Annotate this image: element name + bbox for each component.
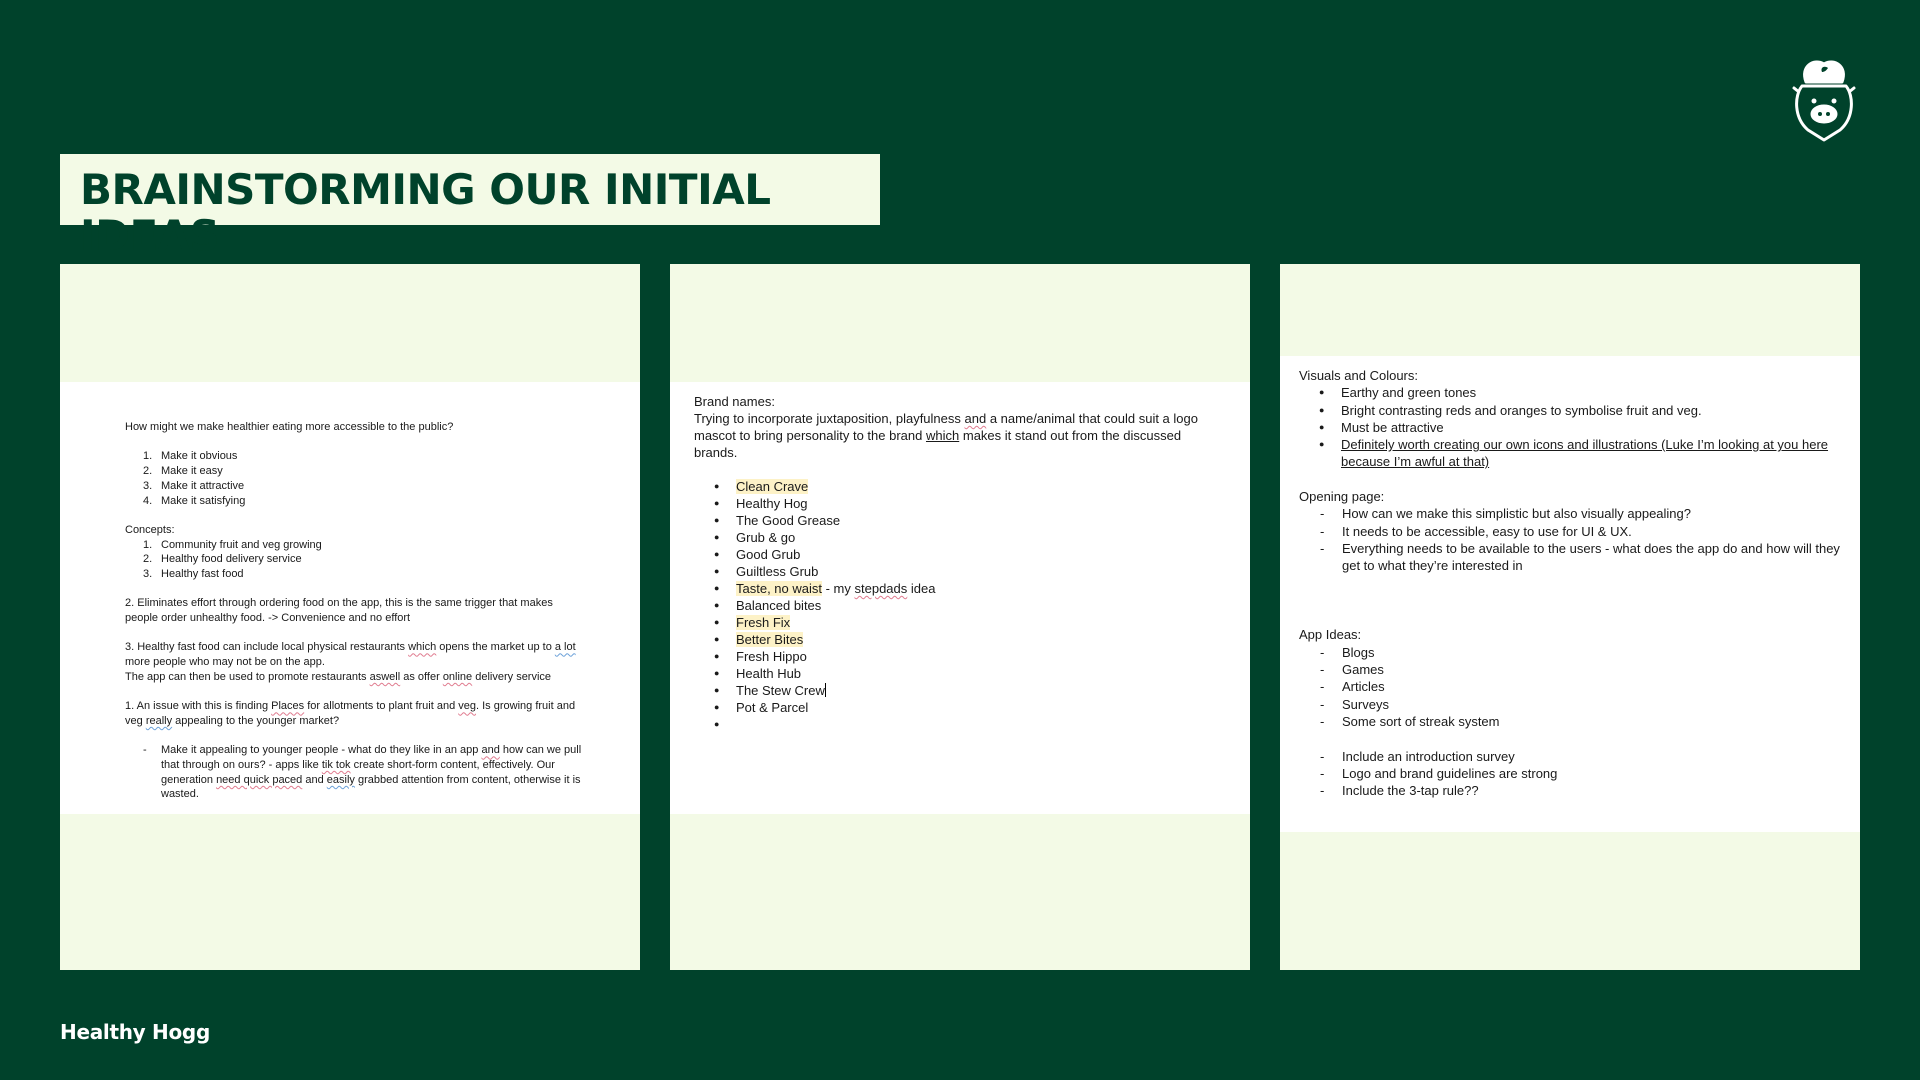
app-ideas-list bbox=[1299, 644, 1844, 730]
text-cursor bbox=[825, 683, 826, 697]
list-item: ● Earthy and green tones bbox=[1299, 384, 1844, 401]
app-ideas-heading: App Ideas: bbox=[1299, 627, 1362, 643]
list-item: ● Bright contrasting reds and oranges to symbolise fruit and veg. bbox=[1299, 402, 1844, 419]
brand-names-heading: Brand names: bbox=[694, 394, 775, 409]
list-item: - Blogs bbox=[1299, 644, 1844, 661]
list-item: ● Health Hub bbox=[694, 665, 1214, 682]
visuals-list bbox=[1299, 384, 1844, 470]
list-item: - Surveys bbox=[1299, 696, 1844, 713]
list-item: - It needs to be accessible, easy to use for UI & UX. bbox=[1299, 523, 1844, 540]
list-item: ● The Stew Crew bbox=[694, 682, 1214, 699]
list-item: 2. Healthy food delivery service bbox=[143, 553, 302, 566]
list-item: 4. Make it satisfying bbox=[143, 494, 246, 507]
title-banner bbox=[60, 154, 880, 260]
list-item: - Include the 3-tap rule?? bbox=[1299, 782, 1844, 799]
visuals-heading: Visuals and Colours: bbox=[1299, 368, 1418, 383]
page-title: BRAINSTORMING OUR INITIAL IDEAS bbox=[80, 165, 771, 260]
opening-list bbox=[1299, 505, 1844, 574]
app-ideas-list-2 bbox=[1299, 748, 1844, 800]
list-item: ● Taste, no waist - my stepdads idea bbox=[694, 580, 1214, 597]
brainstorm-panel-1 bbox=[60, 264, 640, 970]
list-item-empty bbox=[694, 716, 1214, 733]
list-item: 1. Community fruit and veg growing bbox=[143, 538, 322, 551]
list-item: ● Definitely worth creating our own icons and illustrations (Luke I’m looking at you here because I’m awful at that) bbox=[1299, 436, 1844, 471]
brand-names-intro: Trying to incorporate juxtaposition, playfulness and a name/animal that could suit a logo mascot to bring personality to the brand which makes it stand out from the discussed brands. bbox=[694, 411, 1198, 460]
point-1-text: 1. An issue with this is finding Places for allotments to plant fruit and veg. Is growing fruit and veg really appealing to the younger market? bbox=[125, 700, 576, 727]
list-item: 1. Make it obvious bbox=[143, 450, 238, 463]
list-item: ● Better Bites bbox=[694, 631, 1214, 648]
list-item: 2. Make it easy bbox=[143, 465, 223, 478]
point-2-text: 2. Eliminates effort through ordering food on the app, this is the same trigger that makes people order unhealthy food. -> Convenience and no effort bbox=[125, 597, 553, 625]
list-item: 3. Healthy fast food bbox=[143, 568, 244, 580]
list-item: - Some sort of streak system bbox=[1299, 713, 1844, 730]
list-item: - Include an introduction survey bbox=[1299, 748, 1844, 765]
opening-heading: Opening page: bbox=[1299, 489, 1385, 505]
list-item: ● Must be attractive bbox=[1299, 419, 1844, 436]
list-item: ● Grub & go bbox=[694, 529, 1214, 546]
list-item: - Everything needs to be available to the users - what does the app do and how will they get to what they’re interested in bbox=[1299, 540, 1844, 575]
sub-point-list bbox=[125, 743, 585, 802]
list-item: ● Healthy Hog bbox=[694, 495, 1214, 512]
brainstorm-panel-3 bbox=[1280, 264, 1860, 970]
list-item: ● The Good Grease bbox=[694, 512, 1214, 529]
brand-names-list bbox=[694, 478, 1214, 733]
list-item: - Make it appealing to younger people - what do they like in an app and how can we pull that through on ours? - apps like tik tok create short-form content, effectively. Our generation need quick paced and easily grabbed attention from content, otherwise it is wasted. bbox=[125, 743, 585, 802]
list-item: - Games bbox=[1299, 661, 1844, 678]
doc-screenshot-2 bbox=[670, 382, 1250, 814]
doc-screenshot-1 bbox=[60, 382, 640, 814]
list-item: ● Fresh Fix bbox=[694, 614, 1214, 631]
pig-chef-logo-icon bbox=[1784, 56, 1864, 142]
list-item: ● Fresh Hippo bbox=[694, 648, 1214, 665]
list-item: ● Guiltless Grub bbox=[694, 563, 1214, 580]
list-item: ● Clean Crave bbox=[694, 478, 1214, 495]
doc-screenshot-3 bbox=[1280, 356, 1860, 832]
list-item: - Articles bbox=[1299, 678, 1844, 695]
point-3-text: 3. Healthy fast food can include local physical restaurants which opens the market up to a lot more people who may not be on the app. The app can then be used to promote restaurants aswell as offer online delivery service bbox=[125, 641, 576, 683]
concepts-heading: Concepts: bbox=[125, 523, 175, 536]
list-item: 3. Make it attractive bbox=[143, 479, 245, 492]
list-item: - Logo and brand guidelines are strong bbox=[1299, 765, 1844, 782]
goals-list bbox=[125, 449, 585, 508]
question-text: How might we make healthier eating more accessible to the public? bbox=[125, 421, 454, 433]
brand-wordmark: Healthy Hogg bbox=[60, 1020, 210, 1044]
brainstorm-panel-2 bbox=[670, 264, 1250, 970]
list-item: ● Good Grub bbox=[694, 546, 1214, 563]
list-item: ● Pot & Parcel bbox=[694, 699, 1214, 716]
list-item: ● Balanced bites bbox=[694, 597, 1214, 614]
concepts-list bbox=[125, 538, 585, 582]
list-item: - How can we make this simplistic but also visually appealing? bbox=[1299, 505, 1844, 522]
